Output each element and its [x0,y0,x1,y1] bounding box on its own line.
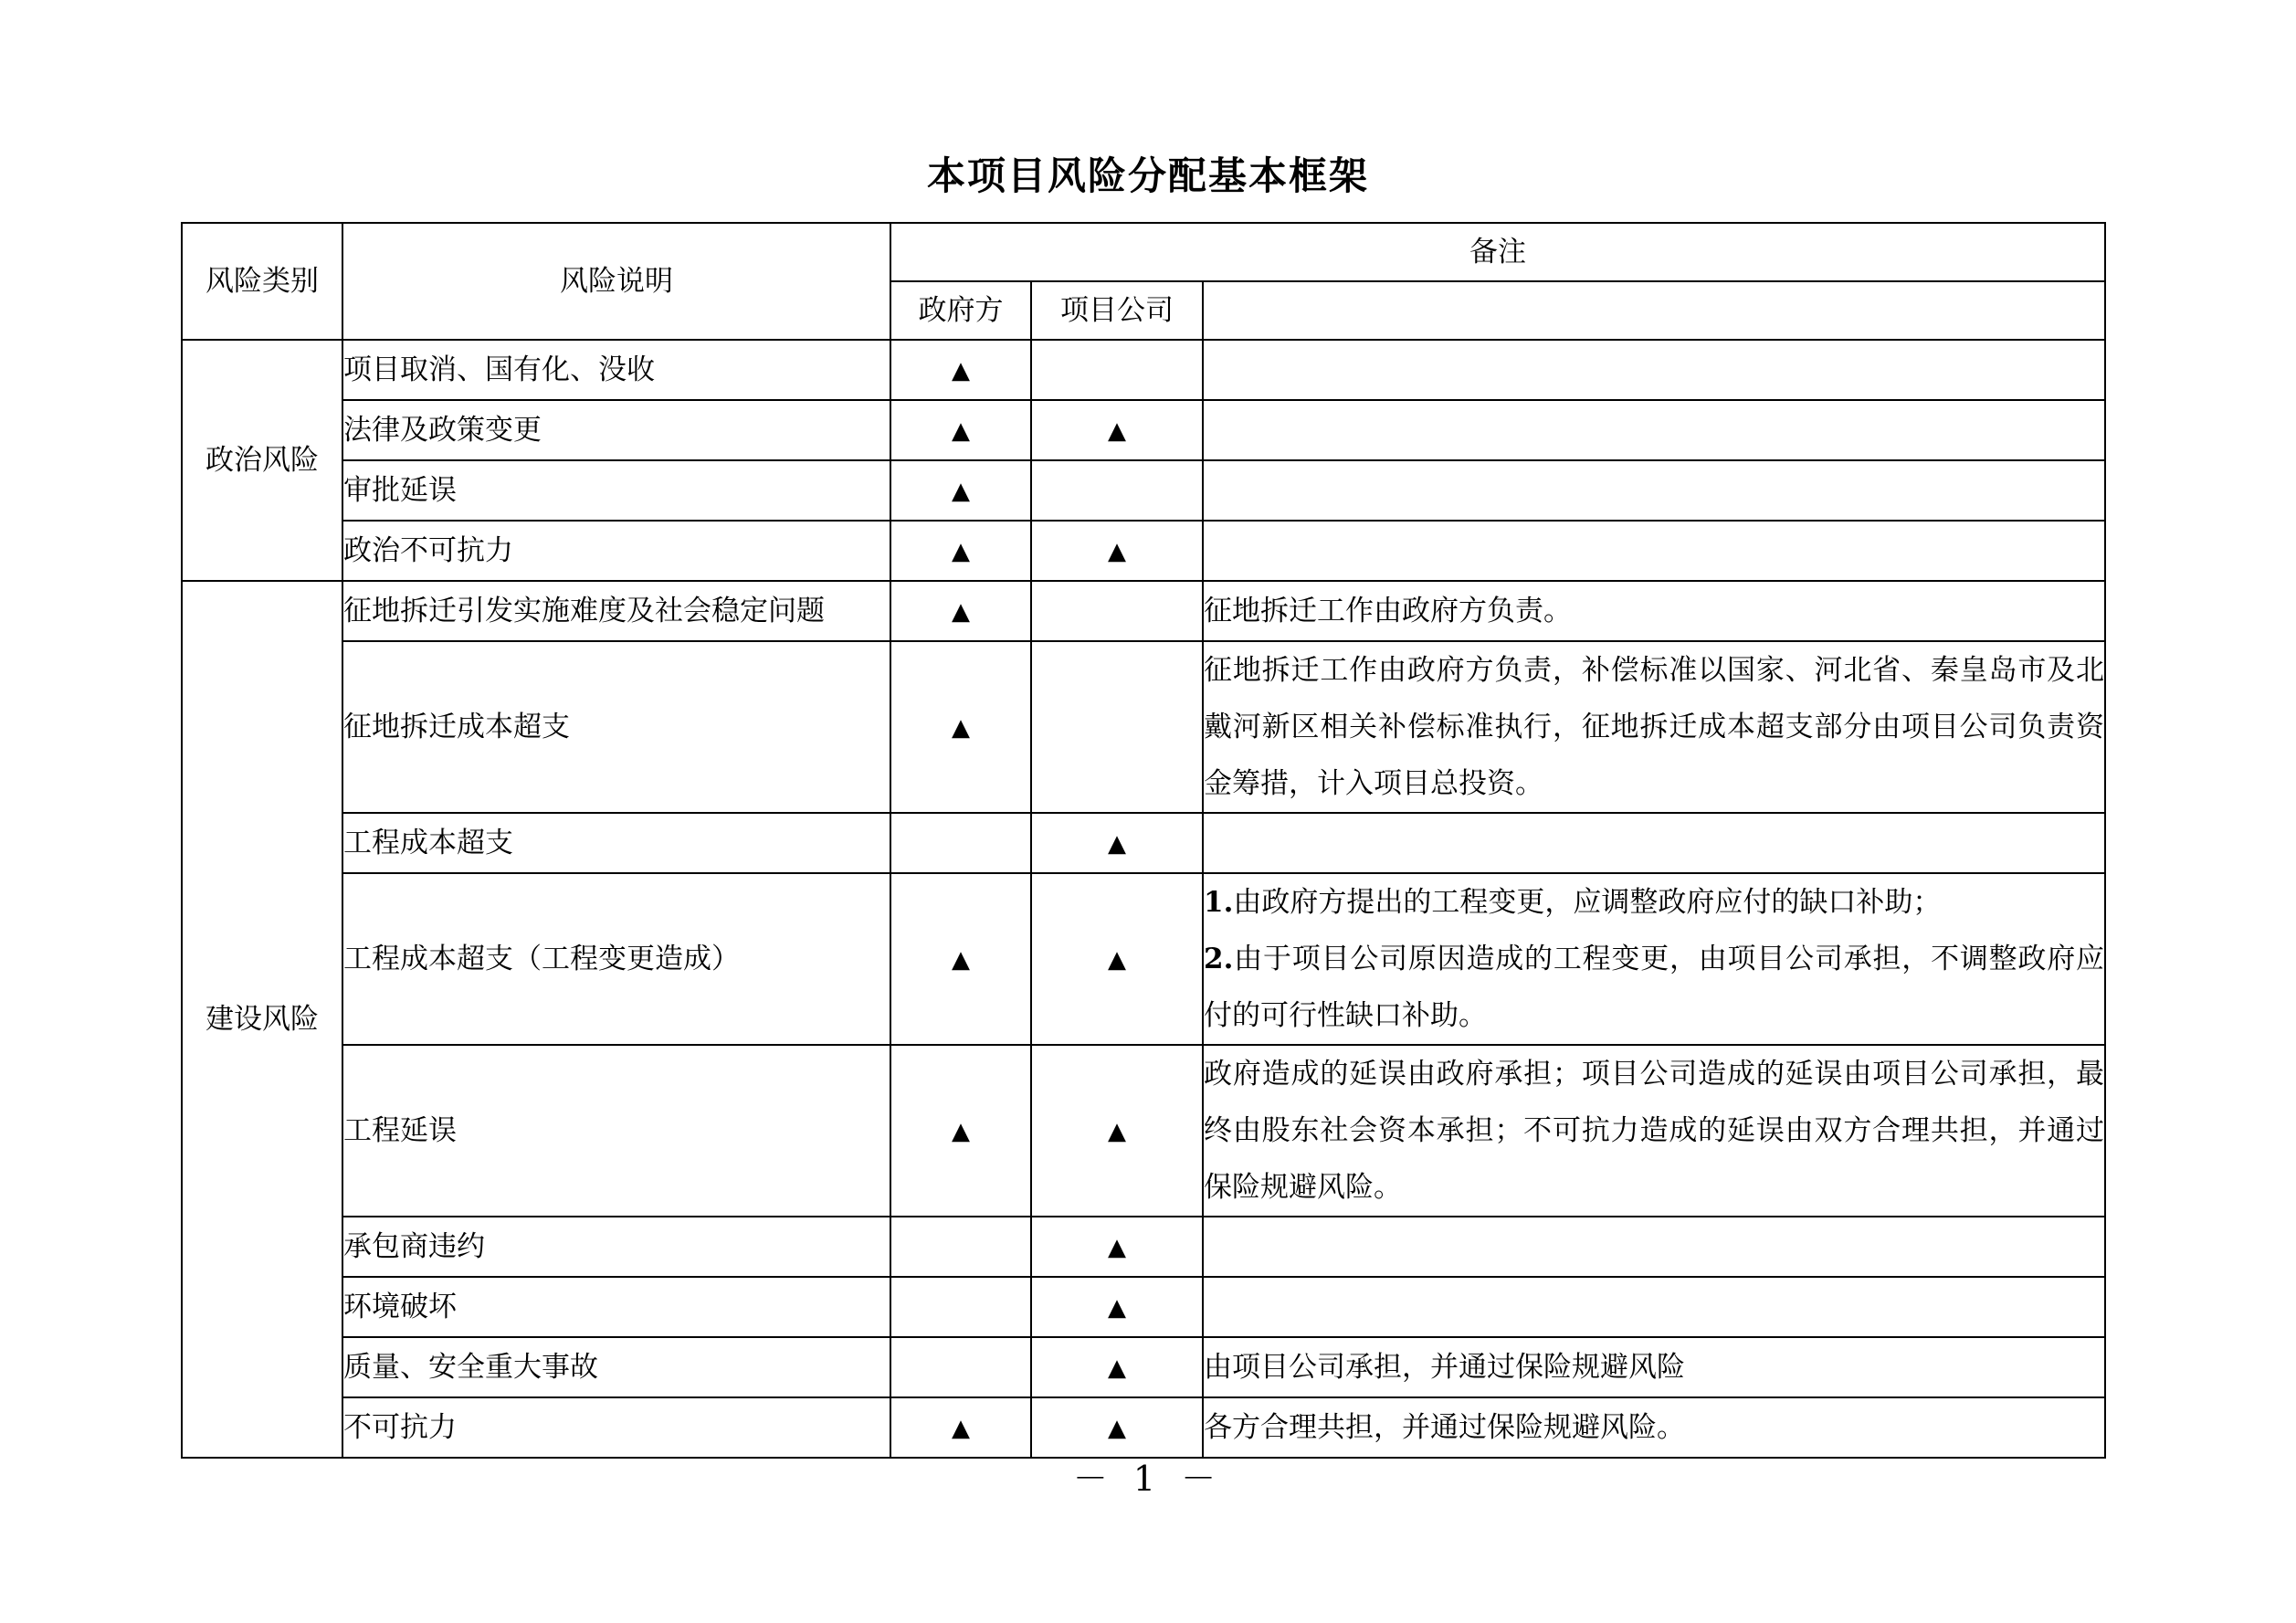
government-marker [890,400,1031,460]
table-row [182,1045,2105,1217]
risk-description: 征地拆迁成本超支 [342,641,890,813]
company-marker [1031,641,1203,813]
category-construction: 建设风险 [182,581,342,1458]
risk-description: 质量、安全重大事故 [342,1337,890,1397]
table-row [182,1337,2105,1397]
company-marker [1031,1397,1203,1458]
risk-description: 法律及政策变更 [342,400,890,460]
government-marker [890,521,1031,581]
header-risk-description: 风险说明 [342,223,890,340]
triangle-marker-icon: ▲ [1108,1294,1126,1322]
note-item [1204,874,2104,931]
table-row [182,400,2105,460]
triangle-marker-icon: ▲ [952,1415,970,1442]
government-marker [890,340,1031,400]
government-marker [890,1397,1031,1458]
note-item [1204,931,2104,1044]
table-row [182,873,2105,1045]
government-marker [890,1217,1031,1277]
header-risk-category: 风险类别 [182,223,342,340]
note-item-text: 由政府方提出的工程变更，应调整政府应付的缺口补助； [1233,886,1942,919]
risk-note: 由项目公司承担，并通过保险规避风险 [1203,1337,2105,1397]
risk-description: 项目取消、国有化、没收 [342,340,890,400]
company-marker [1031,400,1203,460]
page-number: － 1 － [1072,1459,1224,1499]
category-political: 政治风险 [182,340,342,581]
company-marker [1031,1277,1203,1337]
risk-note: 各方合理共担，并通过保险规避风险。 [1203,1397,2105,1458]
triangle-marker-icon: ▲ [952,357,970,385]
table-row [182,813,2105,873]
triangle-marker-icon: ▲ [1108,1118,1126,1145]
risk-note [1203,1217,2105,1277]
table-row [182,1277,2105,1337]
table-row [182,1397,2105,1458]
government-marker [890,460,1031,521]
risk-note [1203,340,2105,400]
government-marker [890,1337,1031,1397]
header-blank [1203,281,2105,340]
triangle-marker-icon: ▲ [952,1118,970,1145]
government-marker [890,1277,1031,1337]
company-marker [1031,521,1203,581]
triangle-marker-icon: ▲ [952,538,970,565]
risk-description: 工程成本超支（工程变更造成） [342,873,890,1045]
government-marker [890,813,1031,873]
header-remarks: 备注 [890,223,2105,281]
table-row [182,521,2105,581]
risk-description: 环境破坏 [342,1277,890,1337]
company-marker [1031,1337,1203,1397]
government-marker [890,641,1031,813]
table-row [182,581,2105,641]
risk-description: 工程延误 [342,1045,890,1217]
table-row [182,641,2105,813]
table-row [182,340,2105,400]
note-item-text: 由于项目公司原因造成的工程变更，由项目公司承担，不调整政府应付的可行性缺口补助。 [1204,943,2105,1032]
government-marker [890,873,1031,1045]
company-marker [1031,1217,1203,1277]
risk-note [1203,460,2105,521]
company-marker [1031,460,1203,521]
government-marker [890,581,1031,641]
triangle-marker-icon: ▲ [1108,538,1126,565]
table-row [182,460,2105,521]
company-marker [1031,873,1203,1045]
risk-description: 不可抗力 [342,1397,890,1458]
risk-note: 政府造成的延误由政府承担；项目公司造成的延误由项目公司承担，最终由股东社会资本承担；不可抗力造成的延误由双方合理共担，并通过保险规避风险。 [1203,1045,2105,1217]
risk-note [1203,1277,2105,1337]
note-item-number: 1. [1204,886,1234,919]
risk-note [1203,873,2105,1045]
triangle-marker-icon: ▲ [1108,1415,1126,1442]
page-title: 本项目风险分配基本框架 [926,153,1369,198]
triangle-marker-icon: ▲ [1108,1234,1126,1261]
government-marker [890,1045,1031,1217]
risk-description: 承包商违约 [342,1217,890,1277]
triangle-marker-icon: ▲ [952,946,970,974]
header-government: 政府方 [890,281,1031,340]
triangle-marker-icon: ▲ [952,417,970,445]
risk-note: 征地拆迁工作由政府方负责。 [1203,581,2105,641]
risk-description: 工程成本超支 [342,813,890,873]
risk-note [1203,813,2105,873]
company-marker [1031,1045,1203,1217]
triangle-marker-icon: ▲ [1108,830,1126,858]
triangle-marker-icon: ▲ [952,478,970,505]
risk-description: 政治不可抗力 [342,521,890,581]
note-item-number: 2. [1204,943,1234,975]
company-marker [1031,813,1203,873]
triangle-marker-icon: ▲ [952,598,970,626]
risk-note [1203,521,2105,581]
risk-note [1203,400,2105,460]
risk-note: 征地拆迁工作由政府方负责，补偿标准以国家、河北省、秦皇岛市及北戴河新区相关补偿标准执行，征地拆迁成本超支部分由项目公司负责资金筹措，计入项目总投资。 [1203,641,2105,813]
risk-description: 征地拆迁引发实施难度及社会稳定问题 [342,581,890,641]
risk-description: 审批延误 [342,460,890,521]
company-marker [1031,581,1203,641]
triangle-marker-icon: ▲ [1108,1354,1126,1382]
triangle-marker-icon: ▲ [952,714,970,742]
header-project-company: 项目公司 [1031,281,1203,340]
risk-allocation-table [181,222,2106,1459]
triangle-marker-icon: ▲ [1108,946,1126,974]
triangle-marker-icon: ▲ [1108,417,1126,445]
table-row [182,1217,2105,1277]
company-marker [1031,340,1203,400]
